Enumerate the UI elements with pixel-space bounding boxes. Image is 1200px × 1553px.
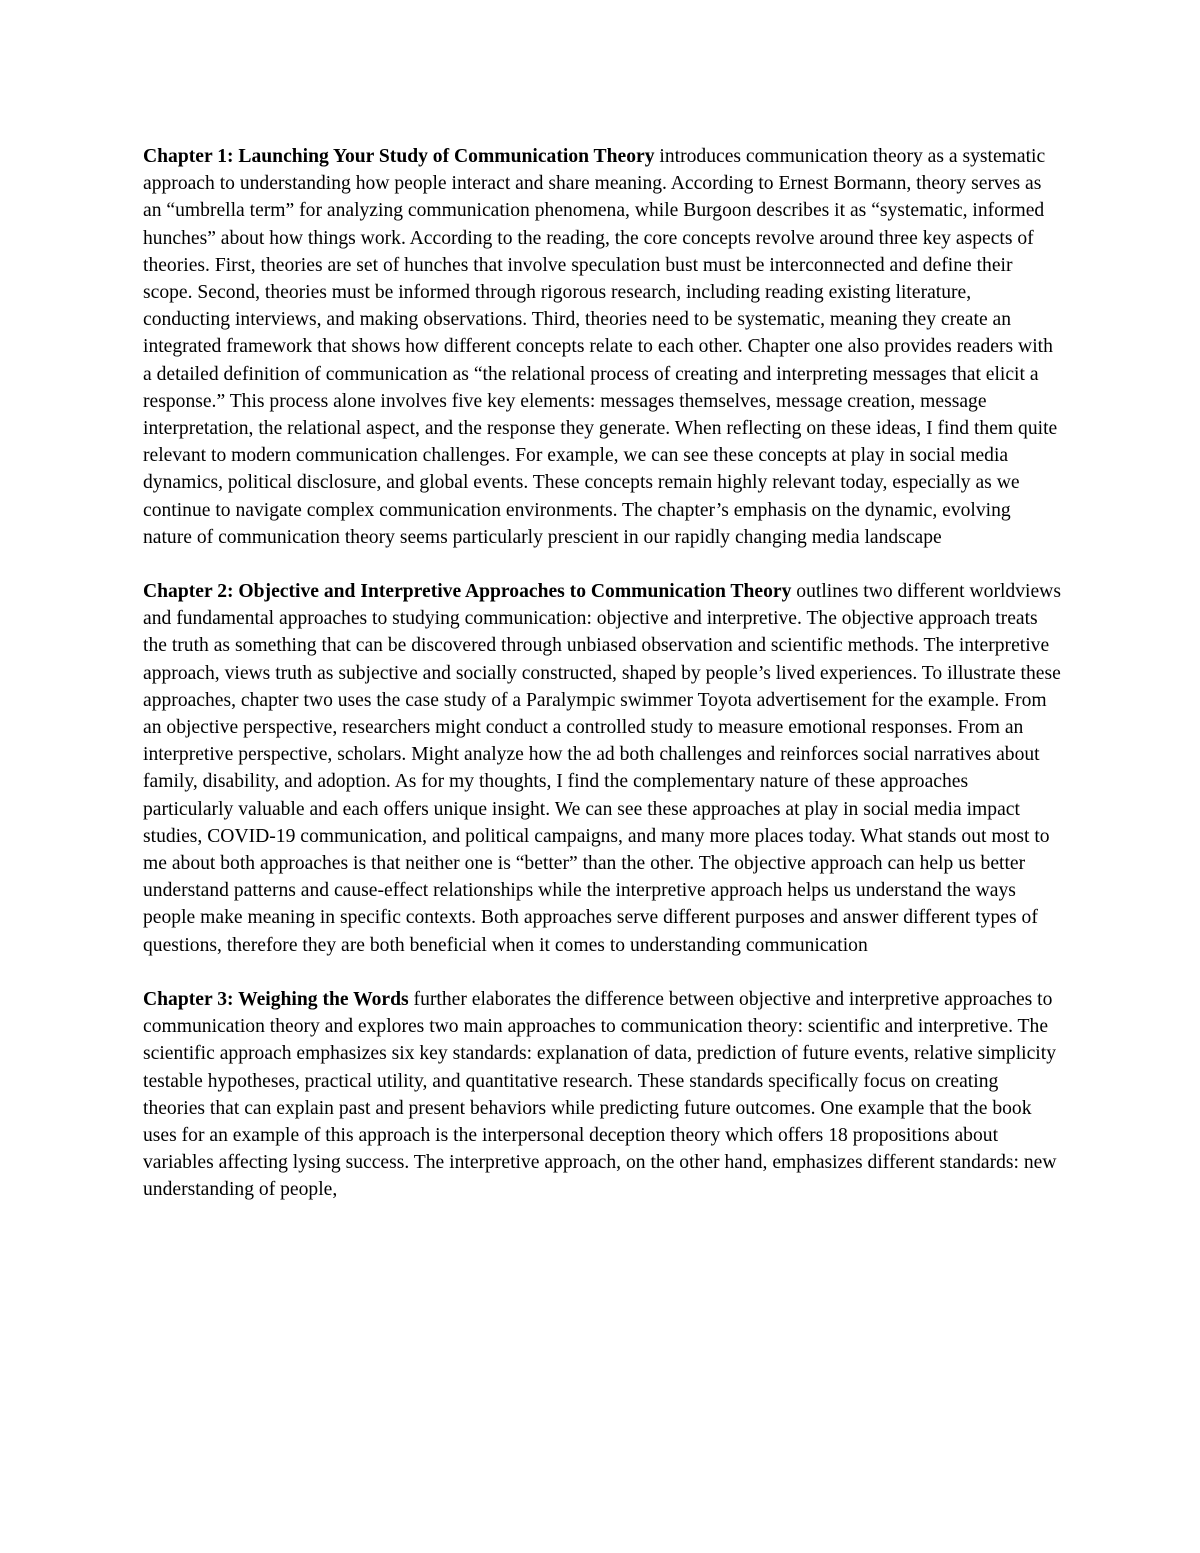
chapter-2-body: outlines two different worldviews and fundamental approaches to studying communication: objective and interpretive. The objective approach treats the truth as something that can be discovered through unbiased observation and scientific methods. The interpretive approach, views truth as subjective and socially constructed, shaped by people’s lived experiences. To illustrate these approaches, chapter two uses the case study of a Paralympic swimmer Toyota advertisement for the example. From an objective perspective, researchers might conduct a controlled study to measure emotional responses. From an interpretive perspective, scholars. Might analyze how the ad both challenges and reinforces social narratives about family, disability, and adoption. As for my thoughts, I find the complementary nature of these approaches particularly valuable and each offers unique insight. We can see these approaches at play in social media impact studies, COVID-19 communication, and political campaigns, and many more places today. What stands out most to me about both approaches is that neither one is “better” than the other. The objective approach can help us better understand patterns and cause-effect relationships while the interpretive approach helps us understand the ways people make meaning in specific contexts. Both approaches serve different purposes and answer different types of questions, therefore they are both beneficial when it comes to understanding communication	[143, 581, 1061, 956]
document-page	[143, 143, 1061, 1231]
chapter-1-heading: Chapter 1: Launching Your Study of Communication Theory	[143, 146, 655, 167]
chapter-1-body: introduces communication theory as a systematic approach to understanding how people interact and share meaning. According to Ernest Bormann, theory serves as an “umbrella term” for analyzing communication phenomena, while Burgoon describes it as “systematic, informed hunches” about how things work. According to the reading, the core concepts revolve around three key aspects of theories. First, theories are set of hunches that involve speculation bust must be interconnected and define their scope. Second, theories must be informed through rigorous research, including reading existing literature, conducting interviews, and making observations. Third, theories need to be systematic, meaning they create an integrated framework that shows how different concepts relate to each other. Chapter one also provides readers with a detailed definition of communication as “the relational process of creating and interpreting messages that elicit a response.” This process alone involves five key elements: messages themselves, message creation, message interpretation, the relational aspect, and the response they generate. When reflecting on these ideas, I find them quite relevant to modern communication challenges. For example, we can see these concepts at play in social media dynamics, political disclosure, and global events. These concepts remain highly relevant today, especially as we continue to navigate complex communication environments. The chapter’s emphasis on the dynamic, evolving nature of communication theory seems particularly prescient in our rapidly changing media landscape	[143, 146, 1058, 548]
chapter-3-body: further elaborates the difference between objective and interpretive approaches to communication theory and explores two main approaches to communication theory: scientific and interpretive. The scientific approach emphasizes six key standards: explanation of data, prediction of future events, relative simplicity testable hypotheses, practical utility, and quantitative research. These standards specifically focus on creating theories that can explain past and present behaviors while predicting future outcomes. One example that the book uses for an example of this approach is the interpersonal deception theory which offers 18 propositions about variables affecting lysing success. The interpretive approach, on the other hand, emphasizes different standards: new understanding of people,	[143, 988, 1057, 1201]
chapter-3-paragraph	[143, 986, 1061, 1204]
chapter-3-heading: Chapter 3: Weighing the Words	[143, 988, 409, 1010]
chapter-2-paragraph	[143, 578, 1061, 959]
chapter-1-paragraph	[143, 143, 1061, 551]
chapter-2-heading: Chapter 2: Objective and Interpretive Approaches to Communication Theory	[143, 581, 792, 603]
